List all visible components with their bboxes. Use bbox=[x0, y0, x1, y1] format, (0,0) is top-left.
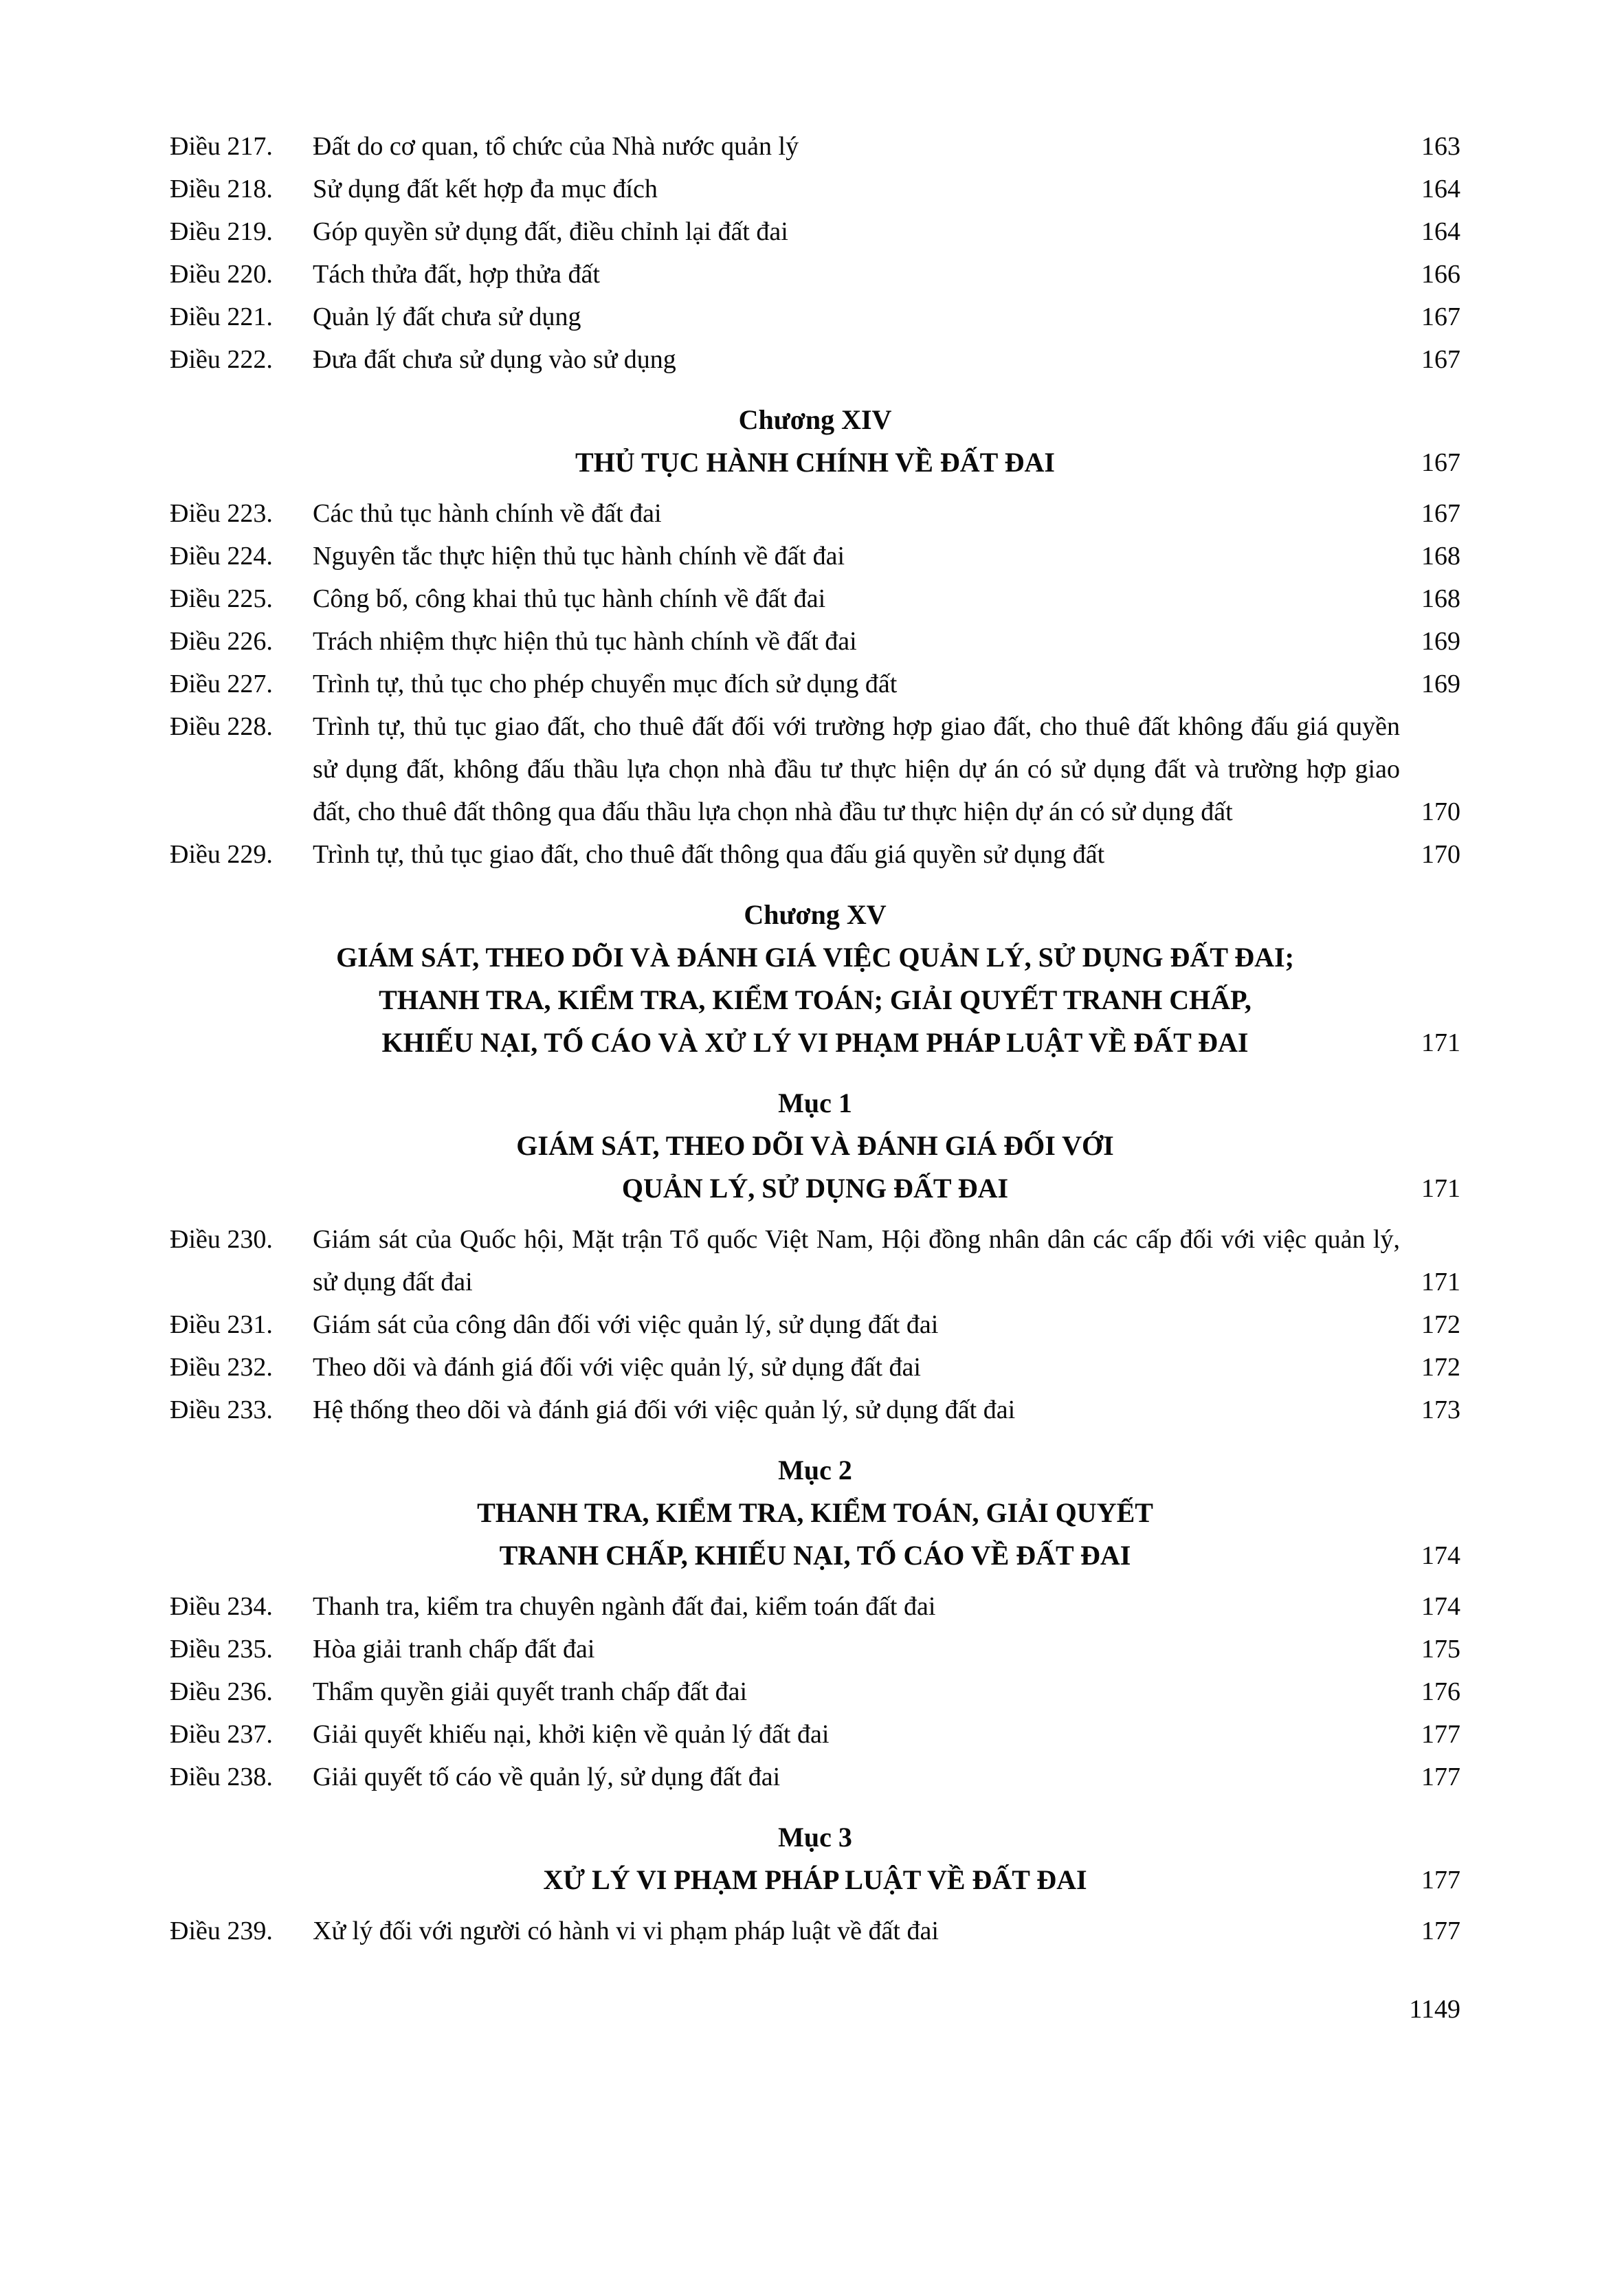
toc-heading-line: THANH TRA, KIỂM TRA, KIỂM TOÁN, GIẢI QUYẾT bbox=[477, 1497, 1153, 1528]
toc-heading-line: GIÁM SÁT, THEO DÕI VÀ ĐÁNH GIÁ VIỆC QUẢN LÝ, SỬ DỤNG ĐẤT ĐAI; bbox=[336, 942, 1294, 973]
toc-entry bbox=[170, 620, 1460, 663]
toc-entry-title: Công bố, công khai thủ tục hành chính về đất đai bbox=[313, 584, 826, 613]
toc-heading-line: THANH TRA, KIỂM TRA, KIỂM TOÁN; GIẢI QUYẾT TRANH CHẤP, bbox=[379, 984, 1252, 1015]
toc-entry-page: 176 bbox=[1421, 1677, 1460, 1706]
toc-entry-label: Điều 224. bbox=[170, 542, 273, 571]
toc-heading-line: XỬ LÝ VI PHẠM PHÁP LUẬT VỀ ĐẤT ĐAI bbox=[543, 1864, 1087, 1895]
toc-entry-title: Đất do cơ quan, tổ chức của Nhà nước quản lý bbox=[313, 132, 799, 161]
toc-entry-page: 164 bbox=[1421, 217, 1460, 246]
toc-entry-label: Điều 237. bbox=[170, 1720, 273, 1749]
toc-entry-label: Điều 217. bbox=[170, 132, 273, 161]
table-of-contents bbox=[170, 125, 1460, 2031]
toc-entry-title: Trình tự, thủ tục cho phép chuyển mục đích sử dụng đất bbox=[313, 670, 898, 698]
toc-entry-title: Hệ thống theo dõi và đánh giá đối với việc quản lý, sử dụng đất đai bbox=[313, 1395, 1016, 1424]
toc-list bbox=[170, 125, 1460, 1952]
toc-entry bbox=[170, 535, 1460, 577]
toc-entry-label: Điều 229. bbox=[170, 840, 273, 869]
toc-heading bbox=[170, 399, 1460, 484]
toc-heading-title bbox=[170, 441, 1460, 484]
toc-heading-title bbox=[170, 1492, 1460, 1577]
toc-entry-page: 163 bbox=[1421, 132, 1460, 161]
toc-entry-label: Điều 228. bbox=[170, 712, 273, 741]
toc-entry-page: 164 bbox=[1421, 175, 1460, 203]
toc-entry-title: Giám sát của công dân đối với việc quản lý, sử dụng đất đai bbox=[313, 1310, 939, 1339]
toc-entry-label: Điều 232. bbox=[170, 1353, 273, 1382]
toc-entry-title: Đưa đất chưa sử dụng vào sử dụng bbox=[313, 345, 676, 374]
toc-entry-page: 168 bbox=[1421, 584, 1460, 613]
toc-entry bbox=[170, 663, 1460, 705]
toc-entry bbox=[170, 1303, 1460, 1346]
toc-entry-label: Điều 218. bbox=[170, 175, 273, 203]
toc-entry-label: Điều 236. bbox=[170, 1677, 273, 1706]
toc-entry-page: 170 bbox=[1421, 840, 1460, 869]
toc-heading-line: GIÁM SÁT, THEO DÕI VÀ ĐÁNH GIÁ ĐỐI VỚI bbox=[516, 1130, 1114, 1161]
footer-page-number: 1149 bbox=[1409, 1995, 1460, 2024]
toc-entry bbox=[170, 1756, 1460, 1798]
toc-entry-title: Các thủ tục hành chính về đất đai bbox=[313, 499, 662, 528]
toc-entry-title: Xử lý đối với người có hành vi vi phạm pháp luật về đất đai bbox=[313, 1917, 939, 1945]
toc-entry-page: 174 bbox=[1421, 1592, 1460, 1621]
toc-entry-page: 172 bbox=[1421, 1353, 1460, 1382]
toc-entry-page: 167 bbox=[1421, 345, 1460, 374]
toc-heading-line: THỦ TỤC HÀNH CHÍNH VỀ ĐẤT ĐAI bbox=[575, 447, 1055, 478]
toc-heading bbox=[170, 1816, 1460, 1901]
toc-entry-title: Góp quyền sử dụng đất, điều chỉnh lại đất đai bbox=[313, 217, 788, 246]
toc-heading-page: 171 bbox=[1421, 1174, 1460, 1203]
toc-heading-title bbox=[170, 1125, 1460, 1210]
toc-heading-line: QUẢN LÝ, SỬ DỤNG ĐẤT ĐAI bbox=[621, 1173, 1009, 1204]
toc-entry-title: Trình tự, thủ tục giao đất, cho thuê đất đối với trường hợp giao đất, cho thuê đất không đấu giá quyền sử dụng đất, không đấu thầu lựa chọn nhà đầu tư thực hiện dự án có sử dụng đất và trường hợp giao đất, cho thuê đất thông qua đấu thầu lựa chọn nhà đầu tư thực hiện dự án có sử dụng đất bbox=[313, 712, 1400, 826]
toc-heading-page: 174 bbox=[1421, 1541, 1460, 1570]
toc-entry-label: Điều 239. bbox=[170, 1917, 273, 1945]
toc-entry bbox=[170, 1910, 1460, 1952]
toc-entry-label: Điều 233. bbox=[170, 1395, 273, 1424]
toc-entry-title: Hòa giải tranh chấp đất đai bbox=[313, 1635, 595, 1664]
toc-entry-label: Điều 219. bbox=[170, 217, 273, 246]
toc-entry-title: Tách thửa đất, hợp thửa đất bbox=[313, 260, 600, 289]
toc-entry-page: 177 bbox=[1421, 1917, 1460, 1945]
toc-entry-label: Điều 234. bbox=[170, 1592, 273, 1621]
toc-heading-title bbox=[170, 936, 1460, 1064]
toc-entry-title: Nguyên tắc thực hiện thủ tục hành chính về đất đai bbox=[313, 542, 845, 571]
toc-heading-line: KHIẾU NẠI, TỐ CÁO VÀ XỬ LÝ VI PHẠM PHÁP LUẬT VỀ ĐẤT ĐAI bbox=[381, 1027, 1249, 1058]
toc-heading-kicker: Chương XV bbox=[744, 899, 887, 930]
toc-entry-title: Giải quyết tố cáo về quản lý, sử dụng đất đai bbox=[313, 1763, 781, 1791]
toc-heading-kicker: Chương XIV bbox=[738, 404, 892, 435]
toc-heading bbox=[170, 894, 1460, 1064]
toc-heading-line: TRANH CHẤP, KHIẾU NẠI, TỐ CÁO VỀ ĐẤT ĐAI bbox=[499, 1540, 1131, 1571]
toc-entry bbox=[170, 168, 1460, 210]
toc-entry-label: Điều 235. bbox=[170, 1635, 273, 1664]
toc-entry-page: 177 bbox=[1421, 1720, 1460, 1749]
toc-entry bbox=[170, 577, 1460, 620]
toc-heading bbox=[170, 1082, 1460, 1210]
toc-entry bbox=[170, 1670, 1460, 1713]
toc-entry-label: Điều 225. bbox=[170, 584, 273, 613]
toc-heading-page: 171 bbox=[1421, 1028, 1460, 1057]
toc-entry-label: Điều 230. bbox=[170, 1225, 273, 1254]
toc-entry-label: Điều 227. bbox=[170, 670, 273, 698]
toc-entry bbox=[170, 1218, 1460, 1303]
toc-entry-page: 167 bbox=[1421, 302, 1460, 331]
toc-entry bbox=[170, 833, 1460, 876]
toc-entry bbox=[170, 296, 1460, 338]
toc-entry-page: 168 bbox=[1421, 542, 1460, 571]
toc-entry-label: Điều 221. bbox=[170, 302, 273, 331]
toc-entry-label: Điều 231. bbox=[170, 1310, 273, 1339]
toc-entry-title: Thanh tra, kiểm tra chuyên ngành đất đai, kiểm toán đất đai bbox=[313, 1592, 936, 1621]
toc-entry-page: 166 bbox=[1421, 260, 1460, 289]
toc-entry bbox=[170, 705, 1460, 833]
toc-entry-label: Điều 226. bbox=[170, 627, 273, 656]
toc-entry-title: Theo dõi và đánh giá đối với việc quản lý, sử dụng đất đai bbox=[313, 1353, 921, 1382]
toc-heading bbox=[170, 1449, 1460, 1577]
toc-heading-page: 177 bbox=[1421, 1866, 1460, 1895]
toc-heading-kicker: Mục 3 bbox=[778, 1822, 852, 1853]
toc-entry-title: Quản lý đất chưa sử dụng bbox=[313, 302, 581, 331]
toc-entry bbox=[170, 1713, 1460, 1756]
toc-entry-page: 173 bbox=[1421, 1395, 1460, 1424]
toc-entry-page: 177 bbox=[1421, 1763, 1460, 1791]
toc-entry-page: 175 bbox=[1421, 1635, 1460, 1664]
toc-entry bbox=[170, 210, 1460, 253]
toc-entry-label: Điều 220. bbox=[170, 260, 273, 289]
toc-entry-page: 167 bbox=[1421, 499, 1460, 528]
toc-entry-label: Điều 222. bbox=[170, 345, 273, 374]
toc-heading-kicker: Mục 1 bbox=[778, 1088, 852, 1118]
toc-entry-title: Giám sát của Quốc hội, Mặt trận Tổ quốc Việt Nam, Hội đồng nhân dân các cấp đối với việc quản lý, sử dụng đất đai bbox=[313, 1225, 1400, 1296]
toc-entry bbox=[170, 492, 1460, 535]
toc-heading-title bbox=[170, 1859, 1460, 1901]
toc-entry bbox=[170, 1346, 1460, 1389]
toc-entry bbox=[170, 1628, 1460, 1670]
toc-entry-title: Thẩm quyền giải quyết tranh chấp đất đai bbox=[313, 1677, 748, 1706]
toc-entry-label: Điều 238. bbox=[170, 1763, 273, 1791]
toc-entry-title: Sử dụng đất kết hợp đa mục đích bbox=[313, 175, 658, 203]
toc-heading-kicker: Mục 2 bbox=[778, 1455, 852, 1486]
toc-entry bbox=[170, 125, 1460, 168]
toc-entry-title: Trách nhiệm thực hiện thủ tục hành chính về đất đai bbox=[313, 627, 857, 656]
toc-entry-title: Giải quyết khiếu nại, khởi kiện về quản lý đất đai bbox=[313, 1720, 830, 1749]
toc-entry-page: 170 bbox=[1421, 797, 1460, 826]
toc-entry bbox=[170, 338, 1460, 381]
toc-entry-label: Điều 223. bbox=[170, 499, 273, 528]
toc-heading-page: 167 bbox=[1421, 448, 1460, 477]
toc-entry-page: 169 bbox=[1421, 670, 1460, 698]
toc-entry-page: 172 bbox=[1421, 1310, 1460, 1339]
toc-entry-page: 171 bbox=[1421, 1268, 1460, 1296]
toc-entry-title: Trình tự, thủ tục giao đất, cho thuê đất thông qua đấu giá quyền sử dụng đất bbox=[313, 840, 1105, 869]
toc-entry-page: 169 bbox=[1421, 627, 1460, 656]
toc-entry bbox=[170, 1585, 1460, 1628]
toc-entry bbox=[170, 253, 1460, 296]
toc-entry bbox=[170, 1389, 1460, 1431]
